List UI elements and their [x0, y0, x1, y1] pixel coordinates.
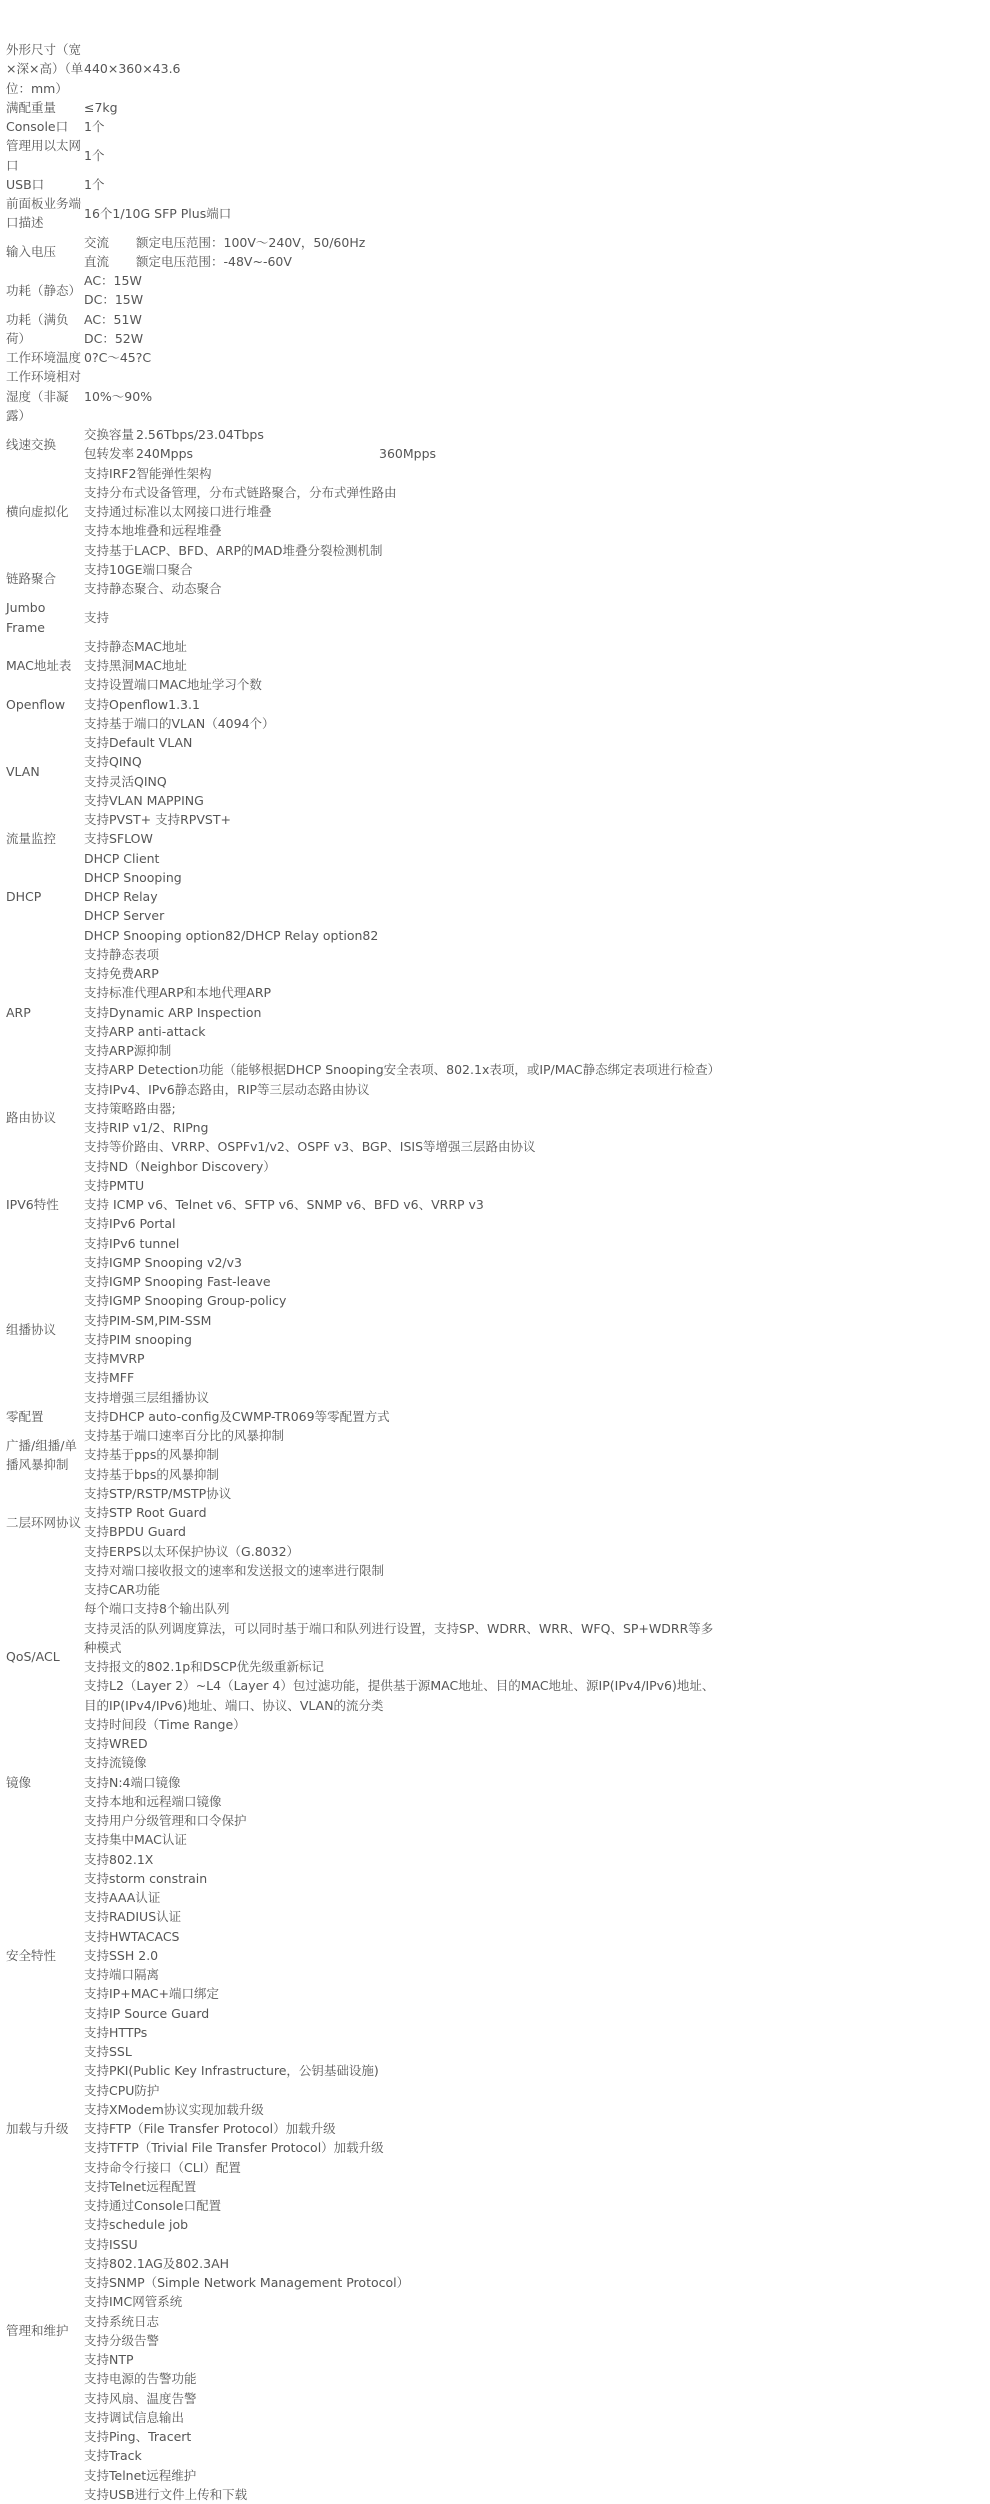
- spec-value-line: 支持调试信息输出: [84, 2408, 724, 2427]
- spec-row: [6, 1253, 724, 1407]
- spec-value-line: 支持黑洞MAC地址: [84, 656, 724, 675]
- spec-value-line: 支持灵活QINQ: [84, 772, 724, 791]
- spec-value-line: 支持CAR功能: [84, 1580, 724, 1599]
- spec-value-line: 支持免费ARP: [84, 964, 724, 983]
- spec-value-line: 440×360×43.6: [84, 59, 724, 78]
- spec-subcategory: 包转发率: [84, 444, 136, 463]
- spec-category: 工作环境温度: [6, 348, 84, 367]
- spec-value-line: 支持ND（Neighbor Discovery）: [84, 1157, 724, 1176]
- spec-category: 工作环境相对湿度（非凝露）: [6, 367, 84, 425]
- spec-value-text: 额定电压范围：-48V~-60V: [136, 254, 292, 269]
- spec-value: [84, 849, 724, 945]
- spec-category: DHCP: [6, 849, 84, 945]
- spec-category: 流量监控: [6, 829, 84, 848]
- spec-value-line: 支持PIM-SM,PIM-SSM: [84, 1311, 724, 1330]
- spec-value-line: 支持通过标准以太网接口进行堆叠: [84, 502, 724, 521]
- spec-category: Openflow: [6, 695, 84, 714]
- spec-value: [84, 560, 724, 599]
- spec-value: [84, 175, 724, 194]
- spec-value: [84, 637, 724, 695]
- spec-row: [6, 40, 724, 98]
- spec-value-line: 支持RIP v1/2、RIPng: [84, 1118, 724, 1137]
- spec-category: 镜像: [6, 1753, 84, 1811]
- spec-value-line: 1个: [84, 146, 724, 165]
- spec-value-line: 支持分布式设备管理，分布式链路聚合，分布式弹性路由: [84, 483, 724, 502]
- spec-row: [6, 310, 724, 349]
- spec-subcategory: 直流: [84, 252, 136, 271]
- spec-category: 横向虚拟化: [6, 464, 84, 560]
- spec-value-line: 支持DHCP auto-config及CWMP-TR069等零配置方式: [84, 1407, 724, 1426]
- spec-value-line: 1个: [84, 117, 724, 136]
- spec-category: 输入电压: [6, 233, 84, 272]
- spec-category: 广播/组播/单播风暴抑制: [6, 1426, 84, 1484]
- spec-value-line: 支持ARP源抑制: [84, 1041, 724, 1060]
- spec-value-line: 支持通过Console口配置: [84, 2196, 724, 2215]
- spec-value-wrapped: 支持灵活的队列调度算法，可以同时基于端口和队列进行设置，支持SP、WDRR、WRR、WFQ、SP+WDRR等多种模式: [84, 1619, 724, 1658]
- spec-value-line: 支持系统日志: [84, 2312, 724, 2331]
- spec-value: [84, 1484, 724, 1561]
- spec-value-wrapped: 支持L2（Layer 2）~L4（Layer 4）包过滤功能，提供基于源MAC地址、目的MAC地址、源IP(IPv4/IPv6)地址、目的IP(IPv4/IPv6)地址、端口、协议、VLAN的流分类: [84, 1676, 724, 1715]
- spec-row: [6, 714, 724, 830]
- spec-value-line: 支持HWTACACS: [84, 1927, 724, 1946]
- spec-row: [6, 945, 724, 1080]
- spec-value: [84, 1426, 724, 1484]
- spec-category: 二层环网协议: [6, 1484, 84, 1561]
- spec-value-line: 支持CPU防护: [84, 2081, 724, 2100]
- spec-value-line: AC：51W: [84, 310, 724, 329]
- spec-value-wrapped: 支持ARP Detection功能（能够根据DHCP Snooping安全表项、802.1x表项，或IP/MAC静态绑定表项进行检查）: [84, 1060, 724, 1079]
- spec-value-line: 支持集中MAC认证: [84, 1830, 724, 1849]
- spec-category: 组播协议: [6, 1253, 84, 1407]
- spec-category: 管理用以太网口: [6, 136, 84, 175]
- spec-subcategory: 交流: [84, 233, 136, 252]
- spec-value-line: 支持Ping、Tracert: [84, 2427, 724, 2446]
- spec-value: [84, 464, 724, 560]
- spec-category: 满配重量: [6, 98, 84, 117]
- spec-row: [6, 464, 724, 560]
- spec-row: [6, 194, 724, 233]
- spec-value-line: 支持等价路由、VRRP、OSPFv1/v2、OSPF v3、BGP、ISIS等增强三层路由协议: [84, 1137, 724, 1156]
- spec-value-line: 支持SFLOW: [84, 829, 724, 848]
- spec-value: [136, 233, 724, 252]
- spec-value-line: 支持基于LACP、BFD、ARP的MAD堆叠分裂检测机制: [84, 541, 724, 560]
- spec-row: [6, 367, 724, 425]
- spec-value-line: 支持基于pps的风暴抑制: [84, 1445, 724, 1464]
- spec-value-line: 支持静态MAC地址: [84, 637, 724, 656]
- spec-category: 线速交换: [6, 425, 84, 464]
- spec-value-text: 额定电压范围：100V～240V，50/60Hz: [136, 235, 365, 250]
- spec-value-text: 240Mpps: [136, 446, 193, 461]
- spec-value-line: 支持IPv6 tunnel: [84, 1234, 724, 1253]
- spec-value-line: 支持流镜像: [84, 1753, 724, 1772]
- spec-value-line: DHCP Relay: [84, 887, 724, 906]
- spec-value: [84, 117, 724, 136]
- spec-value: [84, 1407, 724, 1426]
- spec-value-line: 支持Telnet远程维护: [84, 2466, 724, 2485]
- spec-value-line: 支持SSL: [84, 2042, 724, 2061]
- spec-category: 前面板业务端口描述: [6, 194, 84, 233]
- spec-value-line: 16个1/10G SFP Plus端口: [84, 204, 724, 223]
- spec-category: 加载与升级: [6, 2100, 84, 2158]
- spec-row: [6, 425, 724, 444]
- spec-row: [6, 1157, 724, 1253]
- spec-value-line: 支持SNMP（Simple Network Management Protocol）: [84, 2273, 724, 2292]
- spec-value-line: 支持本地堆叠和远程堆叠: [84, 521, 724, 540]
- spec-value-line: 支持策略路由器;: [84, 1099, 724, 1118]
- spec-value-line: 支持VLAN MAPPING: [84, 791, 724, 810]
- spec-value-line: 支持时间段（Time Range）: [84, 1715, 724, 1734]
- spec-category: Jumbo Frame: [6, 598, 84, 637]
- spec-category: ARP: [6, 945, 84, 1080]
- spec-row: [6, 348, 724, 367]
- spec-value: [84, 271, 724, 310]
- spec-value-line: 支持IGMP Snooping Group-policy: [84, 1291, 724, 1310]
- spec-row: [6, 1484, 724, 1561]
- spec-value-line: 10%～90%: [84, 387, 724, 406]
- spec-value-line: 支持storm constrain: [84, 1869, 724, 1888]
- spec-value: [84, 945, 724, 1080]
- spec-value-line: 支持MVRP: [84, 1349, 724, 1368]
- spec-value-line: 支持ARP anti-attack: [84, 1022, 724, 1041]
- spec-value-text-2: 360Mpps: [379, 444, 436, 463]
- spec-category: 零配置: [6, 1407, 84, 1426]
- spec-value-line: 支持802.1X: [84, 1850, 724, 1869]
- spec-value-text: 2.56Tbps/23.04Tbps: [136, 427, 264, 442]
- spec-value-line: 支持IPv6 Portal: [84, 1214, 724, 1233]
- spec-value-line: 支持HTTPs: [84, 2023, 724, 2042]
- spec-value: [84, 194, 724, 233]
- spec-value-line: 支持Dynamic ARP Inspection: [84, 1003, 724, 1022]
- spec-category: Console口: [6, 117, 84, 136]
- spec-value: [84, 136, 724, 175]
- spec-value: [84, 1811, 724, 2100]
- spec-subcategory: 交换容量: [84, 425, 136, 444]
- spec-value-line: 支持TFTP（Trivial File Transfer Protocol）加载升级: [84, 2138, 724, 2157]
- spec-value-line: DHCP Client: [84, 849, 724, 868]
- spec-category: 安全特性: [6, 1811, 84, 2100]
- spec-value-line: 支持IPv4、IPv6静态路由，RIP等三层动态路由协议: [84, 1080, 724, 1099]
- spec-value-line: ≤7kg: [84, 98, 724, 117]
- spec-value-line: 支持Track: [84, 2446, 724, 2465]
- spec-value: [84, 1157, 724, 1253]
- spec-value-line: 支持 ICMP v6、Telnet v6、SFTP v6、SNMP v6、BFD v6、VRRP v3: [84, 1195, 724, 1214]
- spec-row: [6, 2100, 724, 2158]
- spec-value-line: 支持N:4端口镜像: [84, 1773, 724, 1792]
- spec-category: QoS/ACL: [6, 1561, 84, 1754]
- spec-value-line: 支持QINQ: [84, 752, 724, 771]
- spec-value-line: DHCP Snooping: [84, 868, 724, 887]
- spec-category: IPV6特性: [6, 1157, 84, 1253]
- spec-value-line: 支持ISSU: [84, 2235, 724, 2254]
- spec-value-line: 支持标准代理ARP和本地代理ARP: [84, 983, 724, 1002]
- spec-value-line: 支持USB进行文件上传和下载: [84, 2485, 724, 2504]
- spec-value-line: 支持PMTU: [84, 1176, 724, 1195]
- spec-row: [6, 695, 724, 714]
- spec-value-line: 1个: [84, 175, 724, 194]
- spec-value-line: 支持分级告警: [84, 2331, 724, 2350]
- spec-value-line: 支持IMC网管系统: [84, 2292, 724, 2311]
- spec-value-line: 支持增强三层组播协议: [84, 1388, 724, 1407]
- spec-row: [6, 1080, 724, 1157]
- spec-row: [6, 252, 724, 271]
- spec-value: [84, 310, 724, 349]
- spec-row: [6, 1407, 724, 1426]
- spec-value-line: 支持基于bps的风暴抑制: [84, 1465, 724, 1484]
- spec-value-line: 支持静态聚合、动态聚合: [84, 579, 724, 598]
- spec-row: [6, 175, 724, 194]
- spec-table: [6, 40, 724, 2504]
- spec-value: [136, 252, 724, 271]
- spec-value: [84, 348, 724, 367]
- spec-value-line: 支持STP Root Guard: [84, 1503, 724, 1522]
- spec-value: [84, 2158, 724, 2504]
- spec-category: 功耗（满负荷）: [6, 310, 84, 349]
- spec-category: 外形尺寸（宽×深×高）（单位：mm）: [6, 40, 84, 98]
- spec-value-line: 支持IP Source Guard: [84, 2004, 724, 2023]
- spec-value-line: 支持BPDU Guard: [84, 1522, 724, 1541]
- spec-value-line: 支持schedule job: [84, 2215, 724, 2234]
- spec-value: [84, 1753, 724, 1811]
- spec-value-line: 支持RADIUS认证: [84, 1907, 724, 1926]
- spec-value-line: DC：52W: [84, 329, 724, 348]
- spec-value-line: 支持Openflow1.3.1: [84, 695, 724, 714]
- spec-value: [84, 598, 724, 637]
- spec-value-line: AC：15W: [84, 271, 724, 290]
- spec-row: [6, 849, 724, 945]
- spec-value: [84, 40, 724, 98]
- spec-row: [6, 233, 724, 252]
- spec-row: [6, 1753, 724, 1811]
- spec-value-line: 支持电源的告警功能: [84, 2369, 724, 2388]
- spec-category: 管理和维护: [6, 2158, 84, 2504]
- spec-value-line: 支持10GE端口聚合: [84, 560, 724, 579]
- spec-value-line: 支持MFF: [84, 1368, 724, 1387]
- spec-value-line: 支持本地和远程端口镜像: [84, 1792, 724, 1811]
- spec-value-line: 支持WRED: [84, 1734, 724, 1753]
- spec-value-line: 支持基于端口的VLAN（4094个）: [84, 714, 724, 733]
- spec-row: [6, 444, 724, 463]
- spec-value-line: 每个端口支持8个输出队列: [84, 1599, 724, 1618]
- spec-row: [6, 271, 724, 310]
- spec-value: [84, 1080, 724, 1157]
- spec-value-line: 支持PKI(Public Key Infrastructure，公钥基础设施): [84, 2061, 724, 2080]
- spec-value-line: 支持Default VLAN: [84, 733, 724, 752]
- spec-value-line: 支持IP+MAC+端口绑定: [84, 1984, 724, 2003]
- spec-value-line: 支持用户分级管理和口令保护: [84, 1811, 724, 1830]
- spec-row: [6, 598, 724, 637]
- spec-value-line: 支持端口隔离: [84, 1965, 724, 1984]
- spec-row: [6, 1426, 724, 1484]
- spec-value-line: 支持ERPS以太环保护协议（G.8032）: [84, 1542, 724, 1561]
- spec-value-line: 支持PVST+ 支持RPVST+: [84, 810, 724, 829]
- spec-category: MAC地址表: [6, 637, 84, 695]
- spec-row: [6, 2158, 724, 2504]
- spec-row: [6, 637, 724, 695]
- spec-value: [84, 695, 724, 714]
- spec-value: [84, 367, 724, 425]
- spec-value-line: 支持AAA认证: [84, 1888, 724, 1907]
- spec-category: USB口: [6, 175, 84, 194]
- spec-row: [6, 560, 724, 599]
- spec-value: [84, 98, 724, 117]
- spec-value-line: 支持对端口接收报文的速率和发送报文的速率进行限制: [84, 1561, 724, 1580]
- spec-value-line: DHCP Snooping option82/DHCP Relay option82: [84, 926, 724, 945]
- spec-value-line: 支持STP/RSTP/MSTP协议: [84, 1484, 724, 1503]
- spec-value-line: DC：15W: [84, 290, 724, 309]
- spec-value-line: 支持: [84, 608, 724, 627]
- spec-value: [84, 1561, 724, 1754]
- spec-value-line: 支持静态表项: [84, 945, 724, 964]
- spec-category: 功耗（静态）: [6, 271, 84, 310]
- spec-value-line: DHCP Server: [84, 906, 724, 925]
- spec-row: [6, 136, 724, 175]
- spec-value-line: 支持报文的802.1p和DSCP优先级重新标记: [84, 1657, 724, 1676]
- spec-value: [84, 1253, 724, 1407]
- spec-category: 链路聚合: [6, 560, 84, 599]
- spec-category: VLAN: [6, 714, 84, 830]
- spec-row: [6, 829, 724, 848]
- spec-value-line: 支持802.1AG及802.3AH: [84, 2254, 724, 2273]
- spec-value: [136, 425, 724, 444]
- spec-row: [6, 98, 724, 117]
- spec-value: [84, 2100, 724, 2158]
- spec-row: [6, 1811, 724, 2100]
- spec-value-line: 支持SSH 2.0: [84, 1946, 724, 1965]
- spec-value-line: 支持IRF2智能弹性架构: [84, 464, 724, 483]
- spec-value: [136, 444, 724, 463]
- spec-value-line: 支持XModem协议实现加载升级: [84, 2100, 724, 2119]
- spec-value-line: 支持基于端口速率百分比的风暴抑制: [84, 1426, 724, 1445]
- spec-value-line: 支持命令行接口（CLI）配置: [84, 2158, 724, 2177]
- spec-value-line: 支持NTP: [84, 2350, 724, 2369]
- spec-value-line: 支持Telnet远程配置: [84, 2177, 724, 2196]
- spec-value: [84, 829, 724, 848]
- spec-row: [6, 117, 724, 136]
- spec-value-line: 支持PIM snooping: [84, 1330, 724, 1349]
- spec-value-line: 支持风扇、温度告警: [84, 2389, 724, 2408]
- spec-value-line: 支持IGMP Snooping Fast-leave: [84, 1272, 724, 1291]
- spec-value: [84, 714, 724, 830]
- spec-row: [6, 1561, 724, 1754]
- spec-value-line: 支持设置端口MAC地址学习个数: [84, 675, 724, 694]
- spec-value-line: 0?C～45?C: [84, 348, 724, 367]
- spec-value-line: 支持FTP（File Transfer Protocol）加载升级: [84, 2119, 724, 2138]
- spec-value-line: 支持IGMP Snooping v2/v3: [84, 1253, 724, 1272]
- spec-category: 路由协议: [6, 1080, 84, 1157]
